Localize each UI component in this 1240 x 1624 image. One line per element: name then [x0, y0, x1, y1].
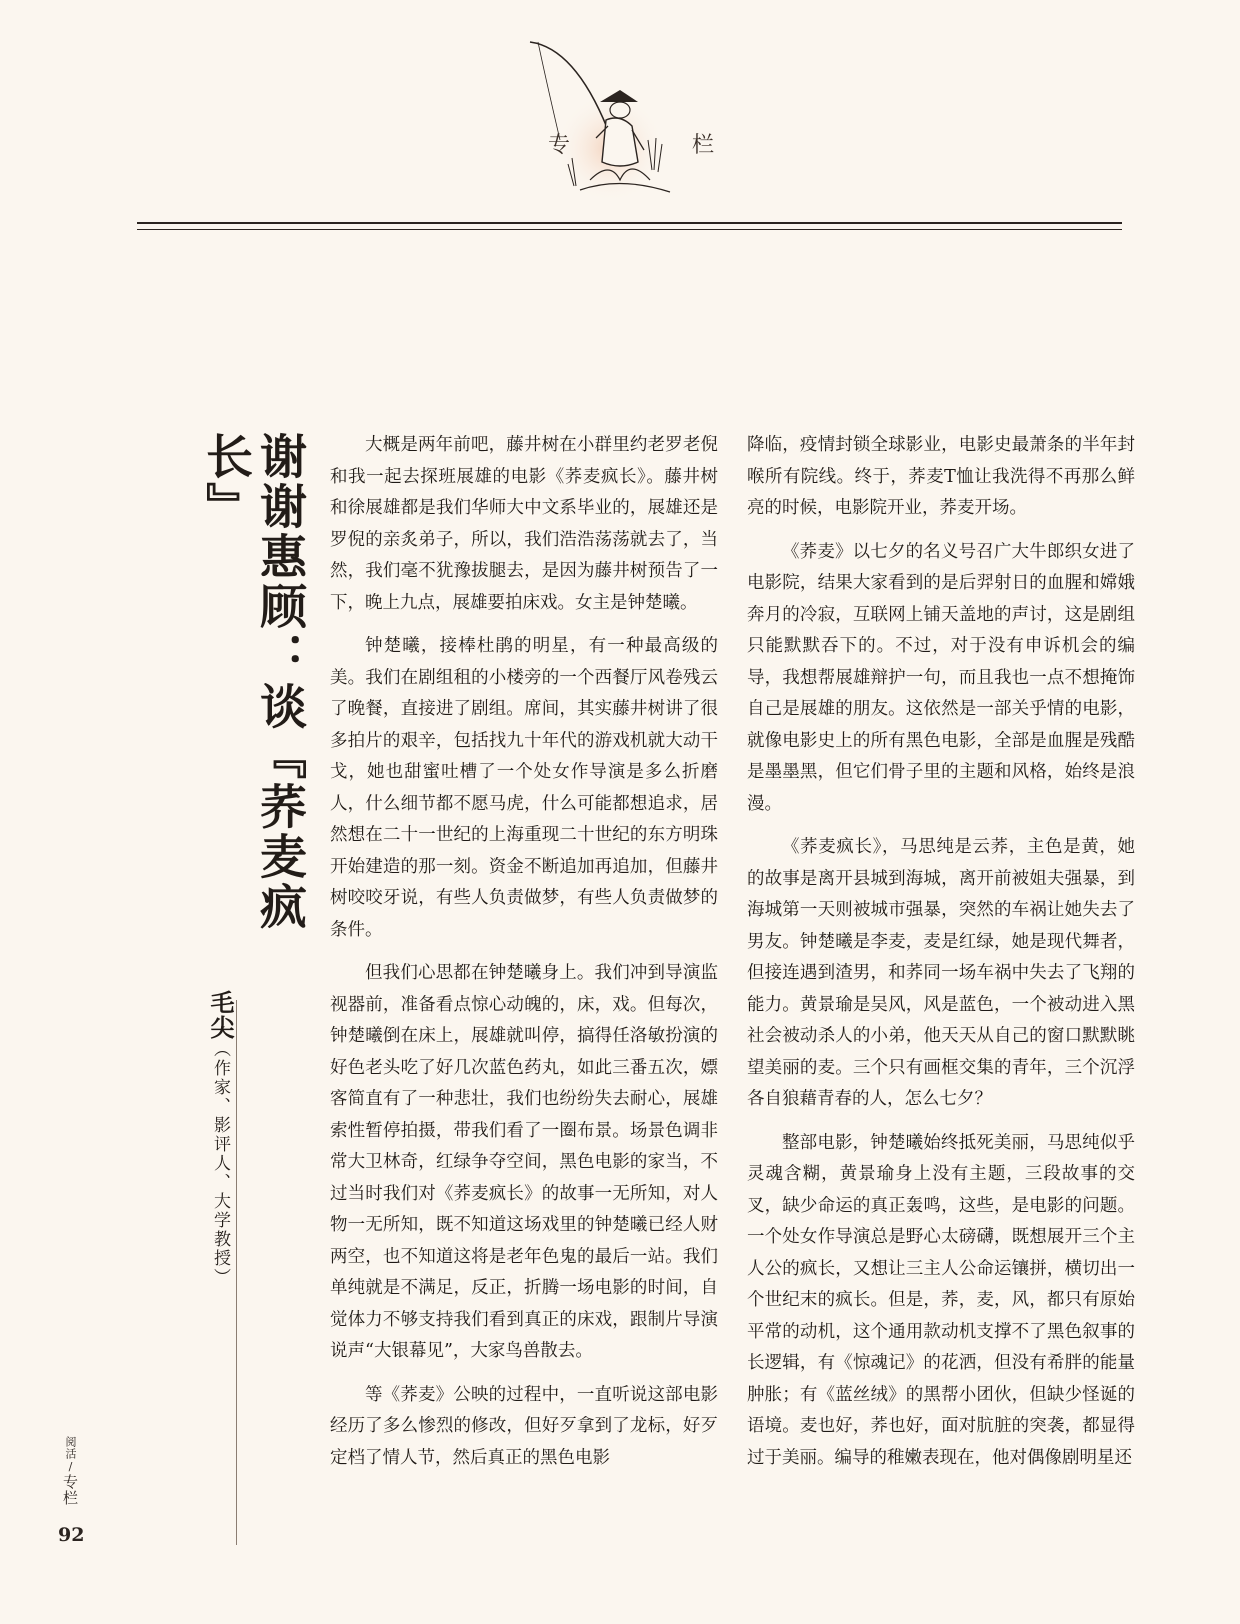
author-description: （作家、影评人、大学教授） [210, 1040, 230, 1287]
author-block [203, 990, 238, 1290]
article-column-right [747, 430, 1135, 1486]
section-label-right: 栏 [692, 133, 717, 158]
article-title: 谢谢惠顾：谈『荞麦疯长』 [198, 432, 307, 932]
footer-magazine-section [60, 1436, 81, 1506]
section-name: 专栏 [61, 1474, 79, 1506]
header-rule [137, 222, 1122, 224]
author-name: 毛尖 [206, 990, 235, 1040]
footer-separator: / [64, 1460, 77, 1474]
paragraph: 大概是两年前吧，藤井树在小群里约老罗老倪和我一起去探班展雄的电影《荞麦疯长》。藤井树和徐展雄都是我们华师大中文系毕业的，展雄还是罗倪的亲炙弟子，所以，我们浩浩荡荡就去了，当然，我们毫不犹豫拔腿去，是因为藤井树预告了一下，晚上九点，展雄要拍床戏。女主是钟楚曦。 [330, 435, 718, 613]
section-label-left: 专 [548, 133, 573, 158]
paragraph: 但我们心思都在钟楚曦身上。我们冲到导演监视器前，准备看点惊心动魄的，床，戏。但每次，钟楚曦倒在床上，展雄就叫停，搞得任洛敏扮演的好色老头吃了好几次蓝色药丸，如此三番五次，嫖客简直有了一种悲壮，我们也纷纷失去耐心，展雄索性暂停拍摄，带我们看了一圈布景。场景色调非常大卫林奇，红绿争夺空间，黑色电影的家当，不过当时我们对《荞麦疯长》的故事一无所知，对人物一无所知，既不知道这场戏里的钟楚曦已经人财两空，也不知道这将是老年色鬼的最后一站。我们单纯就是不满足，反正，折腾一场电影的时间，自觉体力不够支持我们看到真正的床戏，跟制片导演说声“大银幕见”，大家鸟兽散去。 [330, 963, 718, 1361]
paragraph: 钟楚曦，接棒杜鹃的明星，有一种最高级的美。我们在剧组租的小楼旁的一个西餐厅风卷残云了晚餐，直接进了剧组。席间，其实藤井树讲了很多拍片的艰辛，包括找九十年代的游戏机就大动干戈，她也甜蜜吐槽了一个处女作导演是多么折磨人，什么细节都不愿马虎，什么可能都想追求，居然想在二十一世纪的上海重现二十世纪的东方明珠开始建造的那一刻。资金不断追加再追加，但藤井树咬咬牙说，有些人负责做梦，有些人负责做梦的条件。 [330, 636, 718, 940]
paragraph: 《荞麦疯长》，马思纯是云荞，主色是黄，她的故事是离开县城到海城，离开前被姐夫强暴，到海城第一天则被城市强暴，突然的车祸让她失去了男友。钟楚曦是李麦，麦是红绿，她是现代舞者，但接连遇到渣男，和荞同一场车祸中失去了飞翔的能力。黄景瑜是吴风，风是蓝色，一个被动进入黑社会被动杀人的小弟，他天天从自己的窗口默默眺望美丽的麦。三个只有画框交集的青年，三个沉浮各自狼藉青春的人，怎么七夕？ [747, 837, 1135, 1109]
header-rule-thin [137, 229, 1122, 230]
paragraph: 整部电影，钟楚曦始终抵死美丽，马思纯似乎灵魂含糊，黄景瑜身上没有主题，三段故事的交叉，缺少命运的真正轰鸣，这些，是电影的问题。一个处女作导演总是野心太磅礴，既想展开三个主人公的疯长，又想让三主人公命运镶拼，横切出一个世纪末的疯长。但是，荞，麦，风，都只有原始平常的动机，这个通用款动机支撑不了黑色叙事的长逻辑，有《惊魂记》的花洒，但没有希胖的能量肿胀；有《蓝丝绒》的黑帮小团伙，但缺少怪诞的语境。麦也好，荞也好，面对肮脏的突袭，都显得过于美丽。编导的稚嫩表现在，他对偶像剧明星还 [747, 1132, 1135, 1468]
paragraph: 降临，疫情封锁全球影业，电影史最萧条的半年封喉所有院线。终于，荞麦T恤让我洗得不再那么鲜亮的时候，电影院开业，荞麦开场。 [747, 435, 1135, 518]
paragraph: 《荞麦》以七夕的名义号召广大牛郎织女进了电影院，结果大家看到的是后羿射日的血腥和嫦娥奔月的冷寂，互联网上铺天盖地的声讨，这是剧组只能默默吞下的。不过，对于没有申诉机会的编导，我想帮展雄辩护一句，而且我也一点不想掩饰自己是展雄的朋友。这依然是一部关乎情的电影，就像电影史上的所有黑色电影，全部是血腥是残酷是墨墨黑，但它们骨子里的主题和风格，始终是浪漫。 [747, 541, 1135, 814]
paragraph: 等《荞麦》公映的过程中，一直听说这部电影经历了多么惨烈的修改，但好歹拿到了龙标，好歹定档了情人节，然后真正的黑色电影 [330, 1384, 718, 1468]
article-column-left [330, 430, 718, 1486]
page-number: 92 [58, 1524, 85, 1546]
magazine-name: 阅活 [64, 1436, 77, 1460]
vertical-divider [236, 1000, 237, 1545]
fisherman-illustration-icon [520, 30, 720, 205]
